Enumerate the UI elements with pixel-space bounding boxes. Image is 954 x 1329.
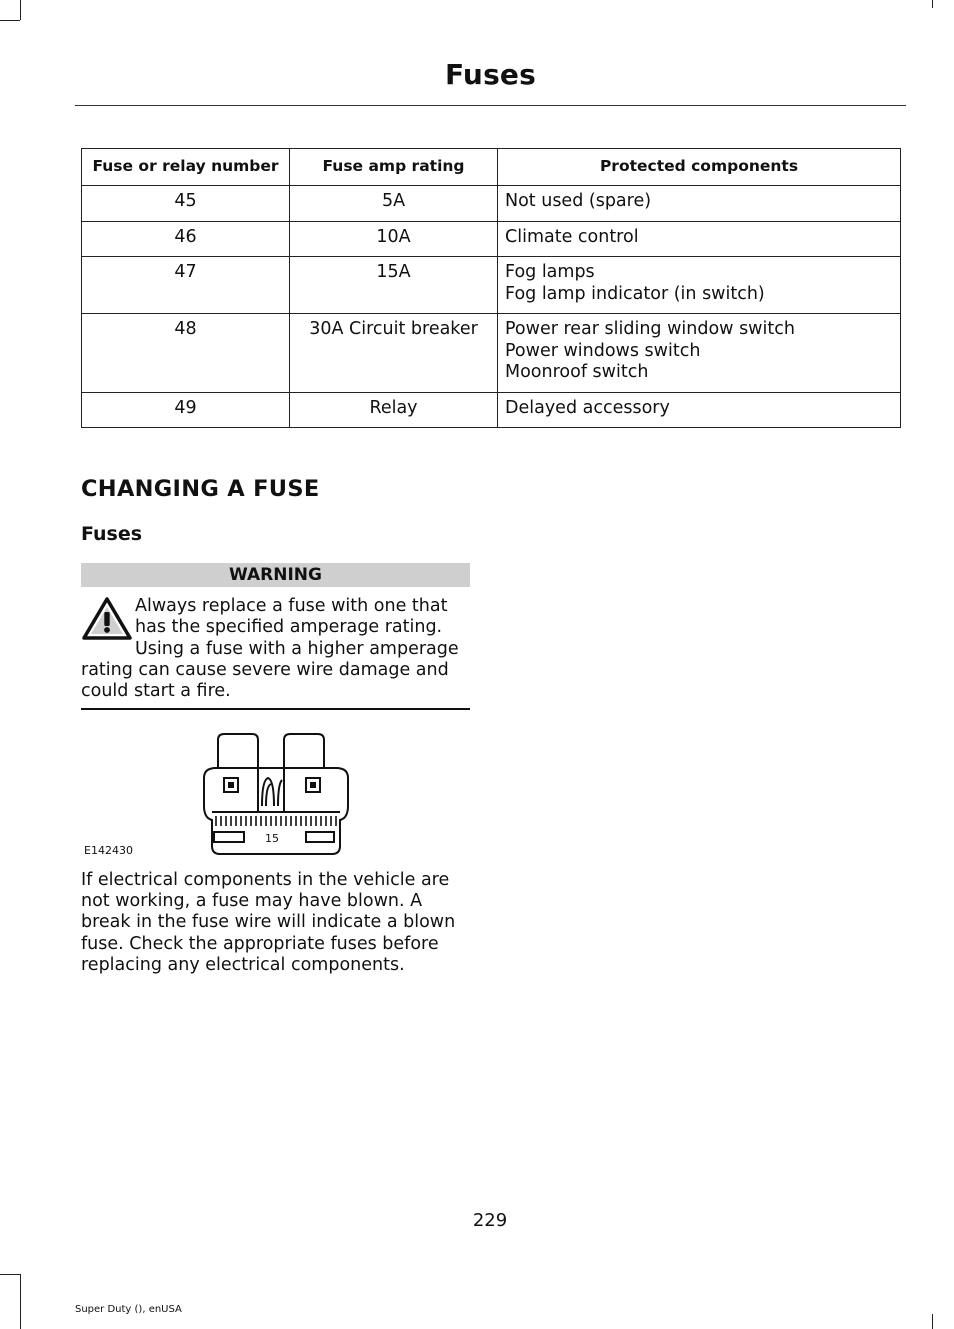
fuse-number-cell: 45 [82, 186, 290, 222]
component-line: Fog lamps [505, 262, 595, 282]
blade-fuse-illustration [186, 728, 366, 860]
body-paragraph [81, 870, 476, 976]
column-header: Fuse or relay number [82, 149, 290, 186]
page-title: Fuses [445, 58, 536, 91]
column-header: Protected components [498, 149, 901, 186]
warning-line: has the specified amperage rating. [135, 617, 443, 638]
warning-line: could start a fire. [81, 681, 231, 702]
crop-mark-bottom-mid [932, 1314, 933, 1329]
column-header: Fuse amp rating [290, 149, 498, 186]
fuse-number-cell: 49 [82, 392, 290, 428]
body-line: fuse. Check the appropriate fuses before [81, 933, 439, 954]
fuse-rating-cell: 10A [290, 221, 498, 257]
components-cell [498, 314, 901, 393]
table-row [82, 392, 901, 428]
component-line: Climate control [505, 226, 639, 247]
warning-line: Always replace a fuse with one that [135, 596, 448, 616]
body-line: If electrical components in the vehicle are [81, 870, 450, 890]
components-cell [498, 257, 901, 314]
components-cell [498, 392, 901, 428]
fuse-rating-marking: 15 [265, 832, 279, 845]
figure-id: E142430 [84, 844, 133, 857]
page-number: 229 [472, 1210, 508, 1231]
warning-text [81, 596, 473, 702]
component-line: Delayed accessory [505, 397, 670, 418]
crop-mark-top-right [932, 0, 933, 8]
subsection-heading: Fuses [81, 523, 143, 545]
crop-mark-top-left-h [0, 20, 20, 21]
warning-line: Using a fuse with a higher amperage [135, 638, 459, 659]
fuse-rating-cell: 5A [290, 186, 498, 222]
warning-rule [81, 708, 470, 710]
fuse-number-cell: 46 [82, 221, 290, 257]
components-cell [498, 186, 901, 222]
table-row [82, 314, 901, 393]
table-row [82, 257, 901, 314]
body-line: break in the fuse wire will indicate a blown [81, 912, 456, 933]
component-line: Fog lamp indicator (in switch) [505, 283, 765, 304]
warning-line: rating can cause severe wire damage and [81, 659, 449, 680]
header-rule [75, 105, 906, 106]
component-line: Not used (spare) [505, 191, 652, 211]
component-line: Moonroof switch [505, 362, 649, 382]
section-heading: CHANGING A FUSE [81, 476, 320, 502]
table-row [82, 221, 901, 257]
body-line: not working, a fuse may have blown. A [81, 891, 423, 912]
warning-banner: WARNING [81, 563, 470, 587]
fuse-rating-cell: Relay [290, 392, 498, 428]
table-header-row [82, 149, 901, 186]
component-line: Power rear sliding window switch [505, 319, 795, 339]
fuse-rating-cell: 15A [290, 257, 498, 314]
crop-mark-bottom-left-h [0, 1274, 20, 1275]
crop-mark-bottom-left-v [20, 1274, 21, 1329]
footer-text: Super Duty (), enUSA [75, 1304, 182, 1315]
components-cell [498, 221, 901, 257]
fuse-number-cell: 47 [82, 257, 290, 314]
fuse-rating-cell: 30A Circuit breaker [290, 314, 498, 393]
crop-mark-top-left-v [20, 0, 21, 20]
fuse-table [81, 148, 901, 428]
component-line: Power windows switch [505, 340, 701, 361]
body-line: replacing any electrical components. [81, 954, 405, 975]
fuse-number-cell: 48 [82, 314, 290, 393]
table-row [82, 186, 901, 222]
